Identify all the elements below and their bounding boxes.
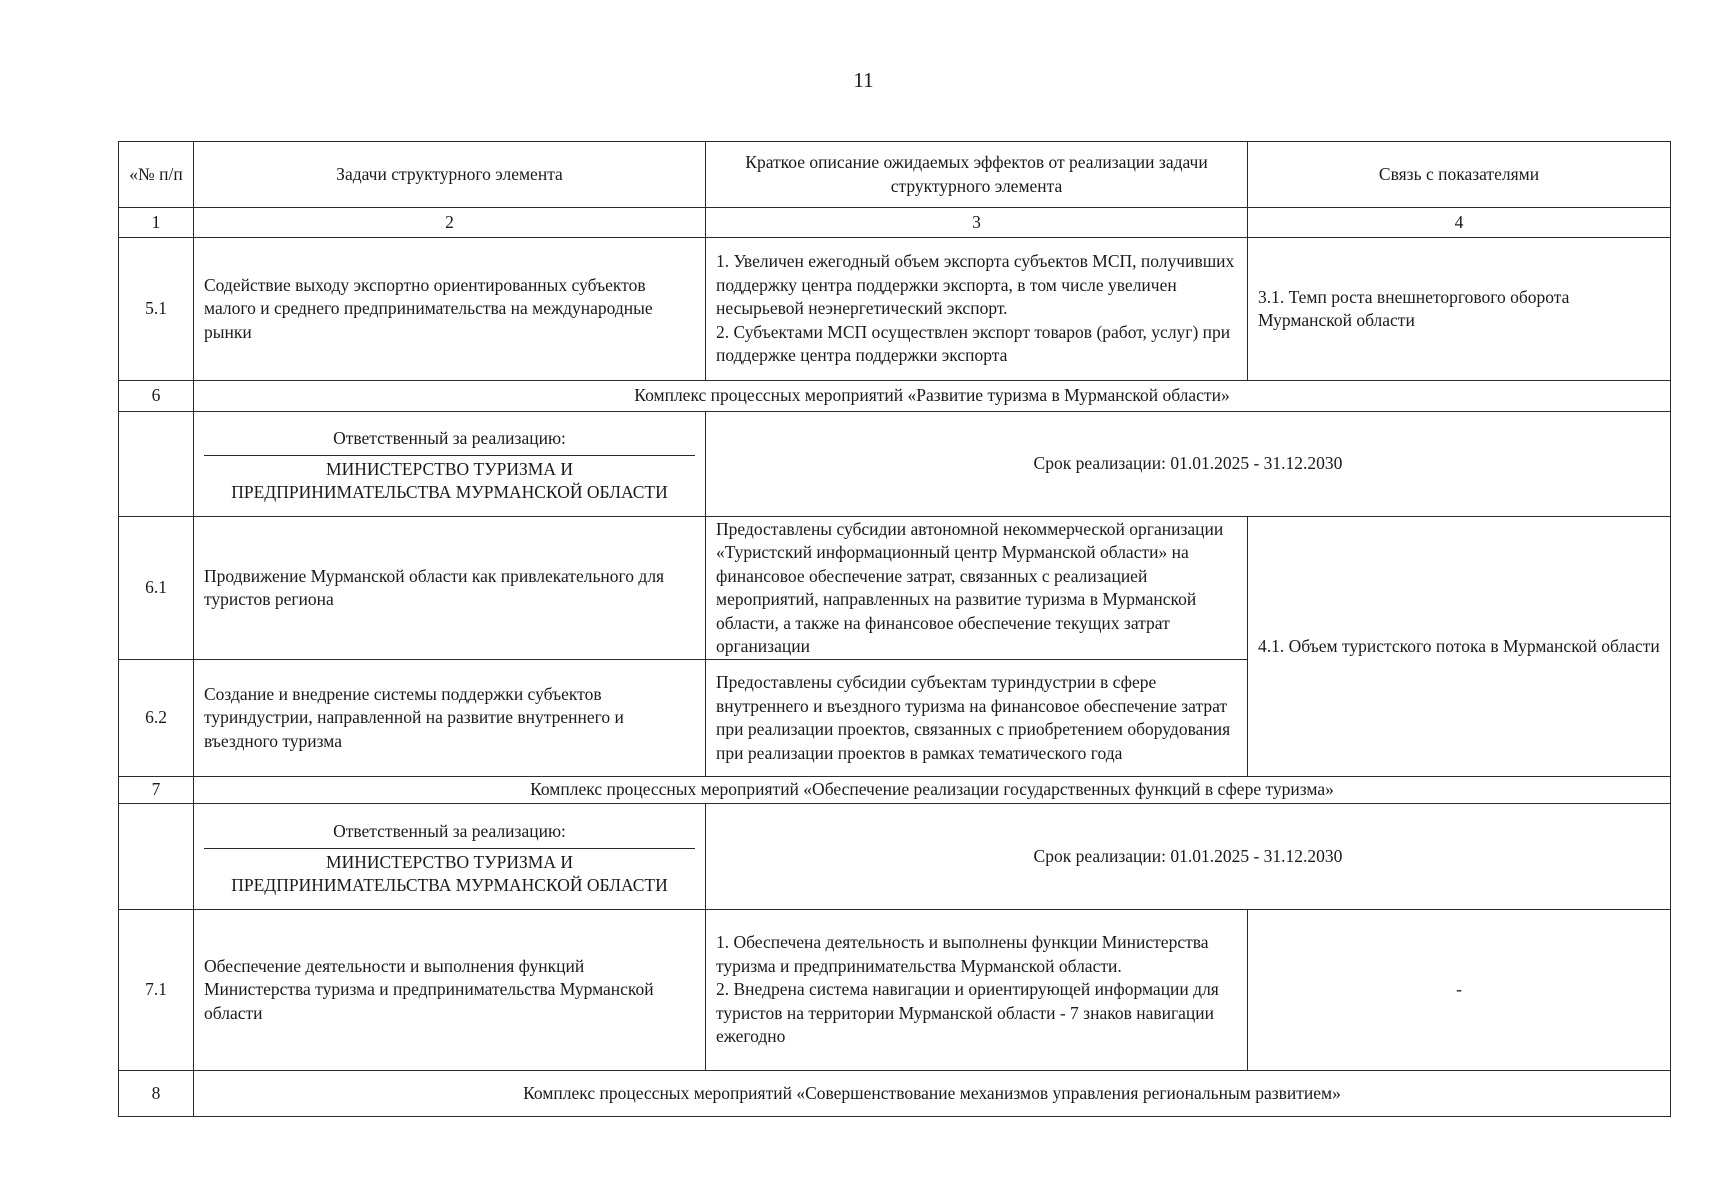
implementation-term: Срок реализации: 01.01.2025 - 31.12.2030 [706, 804, 1671, 910]
effect-cell: Предоставлены субсидии автономной некоммерческой организации «Туристский информационный центр Мурманской области» на финансовое обеспечение затрат, связанных с реализацией мероприятий, направленных на развитие туризма в Мурманской области, а также на финансовое обеспечение текущих затрат организации [706, 517, 1248, 660]
empty-cell [119, 804, 194, 910]
table-row-6-1 [119, 517, 1671, 660]
effect-cell [706, 910, 1248, 1071]
section-title: Комплекс процессных мероприятий «Совершенствование механизмов управления региональным развитием» [194, 1071, 1671, 1117]
effect-cell [706, 238, 1248, 381]
section-title: Комплекс процессных мероприятий «Развитие туризма в Мурманской области» [194, 381, 1671, 412]
col-number: 4 [1248, 208, 1671, 238]
page-number: 11 [853, 68, 874, 92]
indicator-cell: 4.1. Объем туристского потока в Мурманской области [1248, 517, 1671, 777]
responsible-ministry: МИНИСТЕРСТВО ТУРИЗМА И ПРЕДПРИНИМАТЕЛЬСТВА МУРМАНСКОЙ ОБЛАСТИ [231, 851, 668, 895]
task-cell: Создание и внедрение системы поддержки субъектов туриндустрии, направленной на развитие внутреннего и въездного туризма [194, 660, 706, 777]
section-title: Комплекс процессных мероприятий «Обеспечение реализации государственных функций в сфере туризма» [194, 777, 1671, 804]
structural-elements-table [118, 141, 1671, 1117]
col-number: 1 [119, 208, 194, 238]
effect-cell: Предоставлены субсидии субъектам туриндустрии в сфере внутреннего и въездного туризма на финансовое обеспечение затрат при реализации проектов, связанных с приобретением оборудования при реализации проектов в рамках тематического года [706, 660, 1248, 777]
row-number: 5.1 [119, 238, 194, 381]
indicator-cell: - [1248, 910, 1671, 1071]
effect-item: 2. Субъектами МСП осуществлен экспорт товаров (работ, услуг) при поддержке центра поддержки экспорта [716, 321, 1231, 366]
responsible-row-6 [119, 412, 1671, 517]
header-num: «№ п/п [119, 142, 194, 208]
header-indicators: Связь с показателями [1248, 142, 1671, 208]
responsible-cell [194, 804, 706, 910]
table-row-7-1 [119, 910, 1671, 1071]
row-number: 7.1 [119, 910, 194, 1071]
effect-item: 1. Увеличен ежегодный объем экспорта субъектов МСП, получивших поддержку центра поддержки экспорта, в том числе увеличен несырьевой неэнергетический экспорт. [716, 251, 1235, 319]
column-numbers-row [119, 208, 1671, 238]
row-number: 7 [119, 777, 194, 804]
section-row-8 [119, 1071, 1671, 1117]
effect-item: 2. Внедрена система навигации и ориентирующей информации для туристов на территории Мурманской области - 7 знаков навигации ежегодно [716, 979, 1219, 1047]
col-number: 3 [706, 208, 1248, 238]
indicator-cell: 3.1. Темп роста внешнеторгового оборота Мурманской области [1248, 238, 1671, 381]
responsible-cell [194, 412, 706, 517]
row-number: 6 [119, 381, 194, 412]
implementation-term: Срок реализации: 01.01.2025 - 31.12.2030 [706, 412, 1671, 517]
col-number: 2 [194, 208, 706, 238]
header-effects: Краткое описание ожидаемых эффектов от реализации задачи структурного элемента [706, 142, 1248, 208]
responsible-label: Ответственный за реализацию: [204, 815, 695, 849]
responsible-label: Ответственный за реализацию: [204, 422, 695, 456]
table-row-5-1 [119, 238, 1671, 381]
responsible-row-7 [119, 804, 1671, 910]
task-cell: Обеспечение деятельности и выполнения функций Министерства туризма и предпринимательства Мурманской области [194, 910, 706, 1071]
responsible-ministry: МИНИСТЕРСТВО ТУРИЗМА И ПРЕДПРИНИМАТЕЛЬСТВА МУРМАНСКОЙ ОБЛАСТИ [231, 459, 668, 502]
row-number: 6.1 [119, 517, 194, 660]
effect-item: 1. Обеспечена деятельность и выполнены функции Министерства туризма и предпринимательства Мурманской области. [716, 932, 1209, 976]
row-number: 6.2 [119, 660, 194, 777]
task-cell: Содействие выходу экспортно ориентированных субъектов малого и среднего предпринимательства на международные рынки [194, 238, 706, 381]
task-cell: Продвижение Мурманской области как привлекательного для туристов региона [194, 517, 706, 660]
empty-cell [119, 412, 194, 517]
row-number: 8 [119, 1071, 194, 1117]
section-row-6 [119, 381, 1671, 412]
header-tasks: Задачи структурного элемента [194, 142, 706, 208]
header-row [119, 142, 1671, 208]
section-row-7 [119, 777, 1671, 804]
